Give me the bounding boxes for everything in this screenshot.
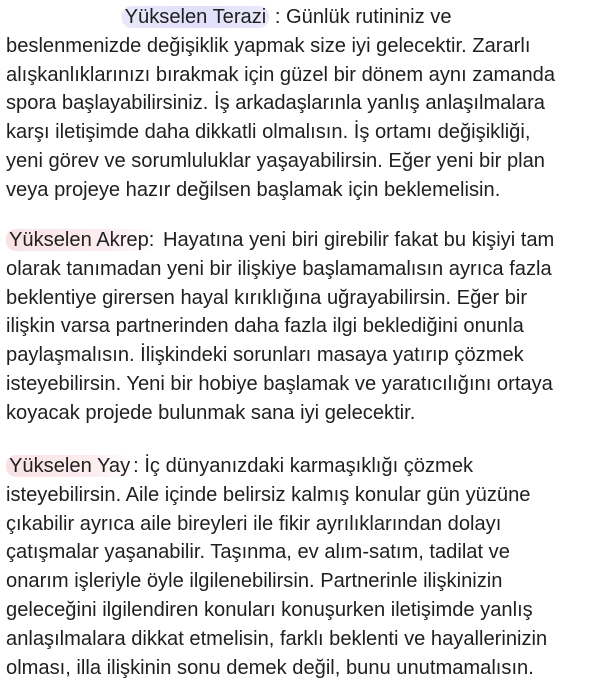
- text-line: beslenmenizde değişiklik yapmak size iyi gelecektir. Zararlı: [6, 34, 531, 57]
- sign-label-highlight: Yükselen Akrep:: [6, 229, 157, 251]
- text-line: anlaşılmalara dikkat etmelisin, farklı beklenti ve hayallerinizin: [6, 627, 548, 650]
- section-yukselen-yay: [6, 452, 596, 682]
- text-line: spora başlayabilirsiniz. İş arkadaşlarınla yanlış anlaşılmalara: [6, 92, 545, 115]
- text-line: paylaşmalısın. İlişkindeki sorunları masaya yatırıp çözmek: [6, 344, 524, 367]
- text-line: alışkanlıklarınızı bırakmak için güzel bir dönem aynı zamanda: [6, 63, 556, 86]
- text-line: isteyebilirsin. Yeni bir hobiye başlamak ve yaratıcılığını ortaya: [6, 372, 553, 395]
- text-line: [6, 3, 594, 32]
- sign-label-highlight: Yükselen Yay: [6, 455, 133, 477]
- text-line: ilişkin varsa partnerinden daha fazla ilgi beklediğini onunla: [6, 315, 524, 338]
- text-line: veya projeye hazır değilsen başlamak için beklemelisin.: [6, 178, 501, 201]
- text-line-content: Günlük rutininiz ve: [286, 6, 452, 28]
- text-line: olması, illa ilişkinin sonu demek değil, bunu unutmamalısın.: [6, 656, 534, 679]
- section-yukselen-akrep: [6, 226, 596, 428]
- text-line-content: Hayatına yeni biri girebilir fakat bu kişiyi tam: [162, 229, 555, 251]
- label-separator: :: [133, 455, 145, 477]
- text-line: yeni görev ve sorumluluklar yaşayabilirsin. Eğer yeni bir plan: [6, 149, 545, 172]
- text-line: geleceğini ilgilendiren konuları konuşurken iletişimde yanlış: [6, 598, 533, 621]
- text-line: onarım işleriyle öyle ilgilenebilirsin. Partnerinle ilişkinizin: [6, 570, 503, 593]
- text-line: çatışmalar yaşanabilir. Taşınma, ev alım-satım, tadilat ve: [6, 541, 510, 564]
- text-line: isteyebilirsin. Aile içinde belirsiz kalmış konular gün yüzüne: [6, 483, 531, 506]
- text-line: karşı iletişimde daha dikkatli olmalısın. İş ortamı değişikliği,: [6, 121, 531, 144]
- label-separator: :: [269, 6, 287, 28]
- text-line: [6, 452, 594, 481]
- text-line-content: İç dünyanızdaki karmaşıklığı çözmek: [144, 455, 474, 477]
- text-line: olarak tanımadan yeni bir ilişkiye başlamamalısın ayrıca fazla: [6, 257, 552, 280]
- section-yukselen-terazi: [6, 3, 596, 205]
- text-line: beklentiye girersen hayal kırıklığına uğrayabilirsin. Eğer bir: [6, 286, 528, 309]
- text-line: [6, 226, 594, 255]
- sign-label-highlight: Yükselen Terazi: [122, 6, 270, 28]
- text-line: koyacak projede bulunmak sana iyi gelecektir.: [6, 401, 416, 424]
- text-line: çıkabilir ayrıca aile bireyleri ile fikir ayrılıklarından dolayı: [6, 512, 502, 535]
